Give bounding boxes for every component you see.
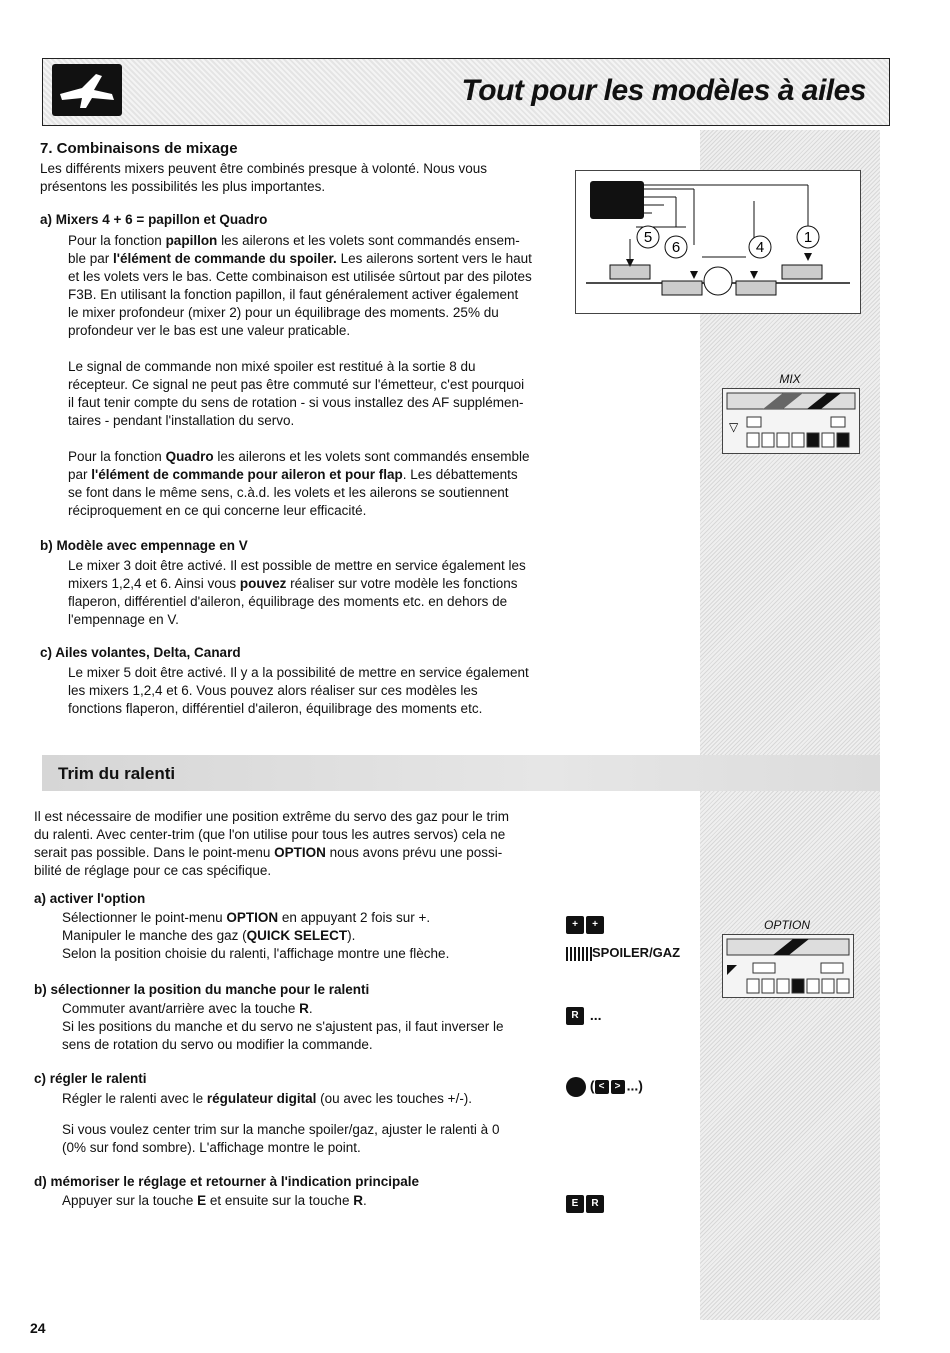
diagram-label-4: 4 bbox=[755, 239, 765, 256]
display-cell bbox=[837, 979, 849, 993]
airplane-icon bbox=[52, 64, 122, 116]
diagram-label-6: 6 bbox=[671, 239, 681, 256]
mix-panel-label: MIX bbox=[779, 372, 801, 386]
mix-c-heading: c) Ailes volantes, Delta, Canard bbox=[40, 645, 241, 660]
display-cell bbox=[762, 433, 774, 447]
trim-a-text: Sélectionner le point-menu OPTION en appuyant 2 fois sur +. Manipuler le manche des gaz (QUICK SELECT). Selon la position choisie du ralenti, l'affichage montre une flèche. bbox=[62, 910, 450, 961]
digital-regulator-row: ( < > ...) bbox=[566, 1077, 643, 1097]
display-cell bbox=[807, 979, 819, 993]
trim-intro: Il est nécessaire de modifier une position extrême du servo des gaz pour le trim du ralenti. Avec center-trim (que l'on utilise pour tous les autres servos) cela ne serait pas possible. Dans le point-menu OPTION nous avons prévu une possi- bilité de réglage pour ce cas spécifique. bbox=[34, 809, 509, 878]
display-cell bbox=[822, 433, 834, 447]
option-display-panel bbox=[722, 934, 854, 998]
left-key-icon: < bbox=[595, 1080, 609, 1094]
mix-a-text-2: Le signal de commande non mixé spoiler est restitué à la sortie 8 du récepteur. Ce signal ne peut pas être commuté sur l'émetteur, c'est pourquoi il faut tenir compte du sens de rotation - si vous installez des AF supplémen- taires - pendant l'installation du servo. bbox=[68, 359, 525, 428]
mix-a-heading: a) Mixers 4 + 6 = papillon et Quadro bbox=[40, 212, 268, 227]
diagram-label-5: 5 bbox=[643, 229, 653, 246]
digital-regulator-icon bbox=[566, 1077, 586, 1097]
mix-b-text: Le mixer 3 doit être activé. Il est possible de mettre en service également les mixers 1,2,4 et 6. Ainsi vous pouvez réaliser sur votre modèle les fonctions flaperon, différentiel d'aileron, équilibrage des moments etc. en dehors de l'empennage en V. bbox=[68, 558, 526, 627]
plus-key-icon-2: + bbox=[586, 916, 604, 934]
mix-a-text-3: Pour la fonction Quadro les ailerons et les volets sont commandés ensemble par l'élément de commande pour aileron et pour flap. Les débattements se font dans le même sens, c.à.d. les volets et les ailerons se soutiennent réciproquement en ce qui concerne leur efficacité. bbox=[68, 449, 530, 518]
display-cell bbox=[747, 433, 759, 447]
mix-c-text: Le mixer 5 doit être activé. Il y a la possibilité de mettre en service également les mixers 1,2,4 et 6. Vous pouvez alors réaliser sur ces modèles les fonctions flaperon, différentiel d'aileron, équilibrage des moments etc. bbox=[68, 665, 529, 716]
trim-b-heading: b) sélectionner la position du manche pour le ralenti bbox=[34, 982, 370, 997]
r-key-icon-2: R bbox=[586, 1195, 604, 1213]
mix-display-panel bbox=[722, 388, 860, 454]
display-cell bbox=[762, 979, 774, 993]
e-key-icon: E bbox=[566, 1195, 584, 1213]
trim-c-text: Régler le ralenti avec le régulateur digital (ou avec les touches +/-). bbox=[62, 1091, 473, 1106]
display-cell bbox=[807, 433, 819, 447]
display-cell bbox=[747, 979, 759, 993]
svg-text:▽: ▽ bbox=[729, 420, 739, 434]
trim-b-text: Commuter avant/arrière avec la touche R. Si les positions du manche et du servo ne s'ajustent pas, il faut inverser le sens de rotation du servo ou modifier la commande. bbox=[62, 1001, 504, 1052]
trim-d-heading: d) mémoriser le réglage et retourner à l'indication principale bbox=[34, 1174, 420, 1189]
stick-icon bbox=[566, 947, 592, 961]
r-key-icon: R bbox=[566, 1007, 584, 1025]
display-cell bbox=[837, 433, 849, 447]
trim-section-title: Trim du ralenti bbox=[58, 764, 176, 783]
mixer-diagram bbox=[575, 170, 861, 314]
trim-d-text: Appuyer sur la touche E et ensuite sur la touche R. bbox=[62, 1193, 367, 1208]
option-panel-label: OPTION bbox=[763, 918, 810, 932]
trim-c-text-2: Si vous voulez center trim sur la manche spoiler/gaz, ajuster le ralenti à 0 (0% sur fond sombre). L'affichage montre le point. bbox=[62, 1122, 500, 1155]
display-cell bbox=[777, 979, 789, 993]
right-key-icon: > bbox=[611, 1080, 625, 1094]
plus-key-icon: + bbox=[566, 916, 584, 934]
diagram-label-1: 1 bbox=[803, 229, 813, 246]
display-cell bbox=[792, 979, 804, 993]
spoiler-gaz-label: SPOILER/GAZ bbox=[566, 945, 680, 961]
display-cell bbox=[792, 433, 804, 447]
page-number: 24 bbox=[30, 1320, 46, 1336]
mix-a-text: Pour la fonction papillon les ailerons et les volets sont commandés ensem- ble par l'élément de commande du spoiler. Les ailerons sortent vers le haut et les volets vers le bas. Cette combinaison est utilisée sûrtout par des pilotes F3B. En utilisant la fonction papillon, il faut généralement activer également le mixer profondeur (mixer 2) pour un équilibrage des moments. 25% du profondeur ver le bas est une valeur praticable. bbox=[68, 233, 532, 338]
r-key-row: R ... bbox=[566, 1007, 602, 1025]
display-cell bbox=[822, 979, 834, 993]
trim-c-heading: c) régler le ralenti bbox=[34, 1071, 147, 1086]
mix-b-heading: b) Modèle avec empennage en V bbox=[40, 538, 248, 553]
display-cell bbox=[777, 433, 789, 447]
e-r-keys bbox=[566, 1195, 606, 1213]
mix-heading: 7. Combinaisons de mixage bbox=[40, 140, 238, 157]
trim-a-heading: a) activer l'option bbox=[34, 891, 146, 906]
mix-intro: Les différents mixers peuvent être combinés presque à volonté. Nous vous présentons les possibilités les plus importantes. bbox=[40, 161, 487, 194]
plus-keys bbox=[566, 916, 606, 934]
page-title: Tout pour les modèles à ailes bbox=[461, 74, 866, 107]
